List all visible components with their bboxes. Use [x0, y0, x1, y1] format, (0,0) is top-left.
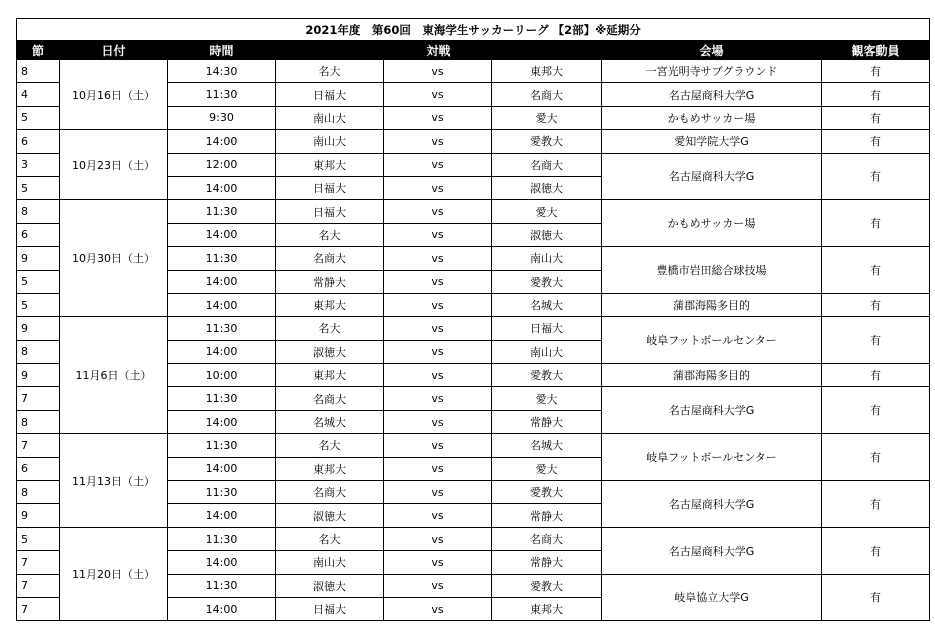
- setsu-cell: 8: [17, 340, 60, 363]
- away-team-cell: 名城大: [492, 434, 602, 457]
- vs-cell: vs: [384, 317, 492, 340]
- date-cell: 11月13日（土）: [60, 434, 168, 528]
- time-cell: 14:00: [168, 130, 276, 153]
- date-cell: 10月16日（土）: [60, 60, 168, 130]
- table-row: [17, 130, 930, 153]
- vs-cell: vs: [384, 176, 492, 199]
- header-row: [17, 41, 930, 60]
- schedule-table: [16, 18, 930, 621]
- setsu-cell: 6: [17, 223, 60, 246]
- time-cell: 11:30: [168, 247, 276, 270]
- venue-cell: 名古屋商科大学G: [602, 527, 822, 574]
- table-row: [17, 200, 930, 223]
- time-cell: 14:00: [168, 504, 276, 527]
- time-cell: 14:00: [168, 270, 276, 293]
- spectators-cell: 有: [822, 83, 930, 106]
- date-cell: 11月6日（土）: [60, 317, 168, 434]
- home-team-cell: 南山大: [276, 130, 384, 153]
- venue-cell: 一宮光明寺サブグラウンド: [602, 60, 822, 83]
- away-team-cell: 常静大: [492, 504, 602, 527]
- venue-cell: 愛知学院大学G: [602, 130, 822, 153]
- spectators-cell: 有: [822, 293, 930, 316]
- time-cell: 12:00: [168, 153, 276, 176]
- home-team-cell: 名大: [276, 317, 384, 340]
- home-team-cell: 淑徳大: [276, 504, 384, 527]
- home-team-cell: 淑徳大: [276, 340, 384, 363]
- vs-cell: vs: [384, 247, 492, 270]
- home-team-cell: 名大: [276, 223, 384, 246]
- setsu-cell: 4: [17, 83, 60, 106]
- time-cell: 14:30: [168, 60, 276, 83]
- header-date: 日付: [60, 41, 168, 60]
- spectators-cell: 有: [822, 130, 930, 153]
- vs-cell: vs: [384, 434, 492, 457]
- venue-cell: かもめサッカー場: [602, 200, 822, 247]
- spectators-cell: 有: [822, 247, 930, 294]
- home-team-cell: 名商大: [276, 481, 384, 504]
- venue-cell: 蒲郡海陽多目的: [602, 364, 822, 387]
- setsu-cell: 5: [17, 293, 60, 316]
- home-team-cell: 名大: [276, 434, 384, 457]
- venue-cell: 蒲郡海陽多目的: [602, 293, 822, 316]
- home-team-cell: 日福大: [276, 597, 384, 620]
- setsu-cell: 8: [17, 60, 60, 83]
- away-team-cell: 愛大: [492, 106, 602, 129]
- date-cell: 10月23日（土）: [60, 130, 168, 200]
- away-team-cell: 名商大: [492, 153, 602, 176]
- away-team-cell: 常静大: [492, 551, 602, 574]
- venue-cell: かもめサッカー場: [602, 106, 822, 129]
- setsu-cell: 9: [17, 247, 60, 270]
- spectators-cell: 有: [822, 106, 930, 129]
- spectators-cell: 有: [822, 527, 930, 574]
- away-team-cell: 愛教大: [492, 574, 602, 597]
- table-row: [17, 527, 930, 550]
- date-cell: 10月30日（土）: [60, 200, 168, 317]
- vs-cell: vs: [384, 200, 492, 223]
- home-team-cell: 日福大: [276, 83, 384, 106]
- away-team-cell: 東邦大: [492, 597, 602, 620]
- schedule-body: [17, 19, 930, 621]
- time-cell: 10:00: [168, 364, 276, 387]
- vs-cell: vs: [384, 340, 492, 363]
- setsu-cell: 6: [17, 457, 60, 480]
- away-team-cell: 愛教大: [492, 130, 602, 153]
- setsu-cell: 9: [17, 317, 60, 340]
- table-row: [17, 60, 930, 83]
- spectators-cell: 有: [822, 574, 930, 621]
- home-team-cell: 南山大: [276, 551, 384, 574]
- time-cell: 11:30: [168, 317, 276, 340]
- vs-cell: vs: [384, 130, 492, 153]
- setsu-cell: 5: [17, 270, 60, 293]
- time-cell: 11:30: [168, 387, 276, 410]
- setsu-cell: 8: [17, 410, 60, 433]
- vs-cell: vs: [384, 504, 492, 527]
- away-team-cell: 日福大: [492, 317, 602, 340]
- away-team-cell: 東邦大: [492, 60, 602, 83]
- venue-cell: 名古屋商科大学G: [602, 153, 822, 200]
- setsu-cell: 7: [17, 387, 60, 410]
- away-team-cell: 愛教大: [492, 270, 602, 293]
- header-match: 対戦: [276, 41, 602, 60]
- vs-cell: vs: [384, 551, 492, 574]
- away-team-cell: 淑徳大: [492, 176, 602, 199]
- away-team-cell: 愛教大: [492, 481, 602, 504]
- time-cell: 11:30: [168, 574, 276, 597]
- setsu-cell: 5: [17, 527, 60, 550]
- venue-cell: 岐阜協立大学G: [602, 574, 822, 621]
- home-team-cell: 東邦大: [276, 153, 384, 176]
- home-team-cell: 日福大: [276, 200, 384, 223]
- spectators-cell: 有: [822, 60, 930, 83]
- home-team-cell: 名商大: [276, 247, 384, 270]
- away-team-cell: 南山大: [492, 340, 602, 363]
- header-spectators: 観客動員: [822, 41, 930, 60]
- away-team-cell: 淑徳大: [492, 223, 602, 246]
- setsu-cell: 5: [17, 106, 60, 129]
- vs-cell: vs: [384, 270, 492, 293]
- time-cell: 14:00: [168, 410, 276, 433]
- spectators-cell: 有: [822, 434, 930, 481]
- time-cell: 14:00: [168, 293, 276, 316]
- away-team-cell: 常静大: [492, 410, 602, 433]
- time-cell: 14:00: [168, 457, 276, 480]
- away-team-cell: 名商大: [492, 83, 602, 106]
- schedule-sheet: [16, 18, 930, 621]
- date-cell: 11月20日（土）: [60, 527, 168, 621]
- home-team-cell: 日福大: [276, 176, 384, 199]
- setsu-cell: 9: [17, 504, 60, 527]
- home-team-cell: 名城大: [276, 410, 384, 433]
- setsu-cell: 7: [17, 434, 60, 457]
- away-team-cell: 愛教大: [492, 364, 602, 387]
- spectators-cell: 有: [822, 387, 930, 434]
- time-cell: 14:00: [168, 340, 276, 363]
- table-row: [17, 434, 930, 457]
- title-row: [17, 19, 930, 41]
- away-team-cell: 名商大: [492, 527, 602, 550]
- away-team-cell: 名城大: [492, 293, 602, 316]
- time-cell: 11:30: [168, 527, 276, 550]
- vs-cell: vs: [384, 106, 492, 129]
- setsu-cell: 6: [17, 130, 60, 153]
- vs-cell: vs: [384, 481, 492, 504]
- setsu-cell: 8: [17, 200, 60, 223]
- vs-cell: vs: [384, 457, 492, 480]
- home-team-cell: 東邦大: [276, 457, 384, 480]
- time-cell: 11:30: [168, 200, 276, 223]
- venue-cell: 豊橋市岩田総合球技場: [602, 247, 822, 294]
- away-team-cell: 愛大: [492, 457, 602, 480]
- spectators-cell: 有: [822, 481, 930, 528]
- away-team-cell: 愛大: [492, 200, 602, 223]
- spectators-cell: 有: [822, 317, 930, 364]
- setsu-cell: 5: [17, 176, 60, 199]
- home-team-cell: 名大: [276, 60, 384, 83]
- away-team-cell: 愛大: [492, 387, 602, 410]
- venue-cell: 名古屋商科大学G: [602, 387, 822, 434]
- time-cell: 9:30: [168, 106, 276, 129]
- time-cell: 11:30: [168, 434, 276, 457]
- venue-cell: 名古屋商科大学G: [602, 481, 822, 528]
- home-team-cell: 東邦大: [276, 364, 384, 387]
- venue-cell: 岐阜フットボールセンター: [602, 317, 822, 364]
- table-title: 2021年度 第60回 東海学生サッカーリーグ 【2部】※延期分: [17, 19, 930, 41]
- time-cell: 14:00: [168, 597, 276, 620]
- vs-cell: vs: [384, 574, 492, 597]
- setsu-cell: 3: [17, 153, 60, 176]
- vs-cell: vs: [384, 60, 492, 83]
- vs-cell: vs: [384, 153, 492, 176]
- setsu-cell: 9: [17, 364, 60, 387]
- spectators-cell: 有: [822, 153, 930, 200]
- spectators-cell: 有: [822, 364, 930, 387]
- vs-cell: vs: [384, 387, 492, 410]
- spectators-cell: 有: [822, 200, 930, 247]
- setsu-cell: 7: [17, 597, 60, 620]
- time-cell: 14:00: [168, 176, 276, 199]
- home-team-cell: 常静大: [276, 270, 384, 293]
- home-team-cell: 名商大: [276, 387, 384, 410]
- time-cell: 14:00: [168, 551, 276, 574]
- time-cell: 11:30: [168, 83, 276, 106]
- header-time: 時間: [168, 41, 276, 60]
- vs-cell: vs: [384, 83, 492, 106]
- venue-cell: 岐阜フットボールセンター: [602, 434, 822, 481]
- vs-cell: vs: [384, 223, 492, 246]
- home-team-cell: 名大: [276, 527, 384, 550]
- home-team-cell: 淑徳大: [276, 574, 384, 597]
- venue-cell: 名古屋商科大学G: [602, 83, 822, 106]
- header-venue: 会場: [602, 41, 822, 60]
- setsu-cell: 8: [17, 481, 60, 504]
- vs-cell: vs: [384, 364, 492, 387]
- vs-cell: vs: [384, 597, 492, 620]
- home-team-cell: 南山大: [276, 106, 384, 129]
- time-cell: 11:30: [168, 481, 276, 504]
- home-team-cell: 東邦大: [276, 293, 384, 316]
- vs-cell: vs: [384, 410, 492, 433]
- vs-cell: vs: [384, 293, 492, 316]
- time-cell: 14:00: [168, 223, 276, 246]
- away-team-cell: 南山大: [492, 247, 602, 270]
- setsu-cell: 7: [17, 574, 60, 597]
- setsu-cell: 7: [17, 551, 60, 574]
- header-setsu: 節: [17, 41, 60, 60]
- table-row: [17, 317, 930, 340]
- vs-cell: vs: [384, 527, 492, 550]
